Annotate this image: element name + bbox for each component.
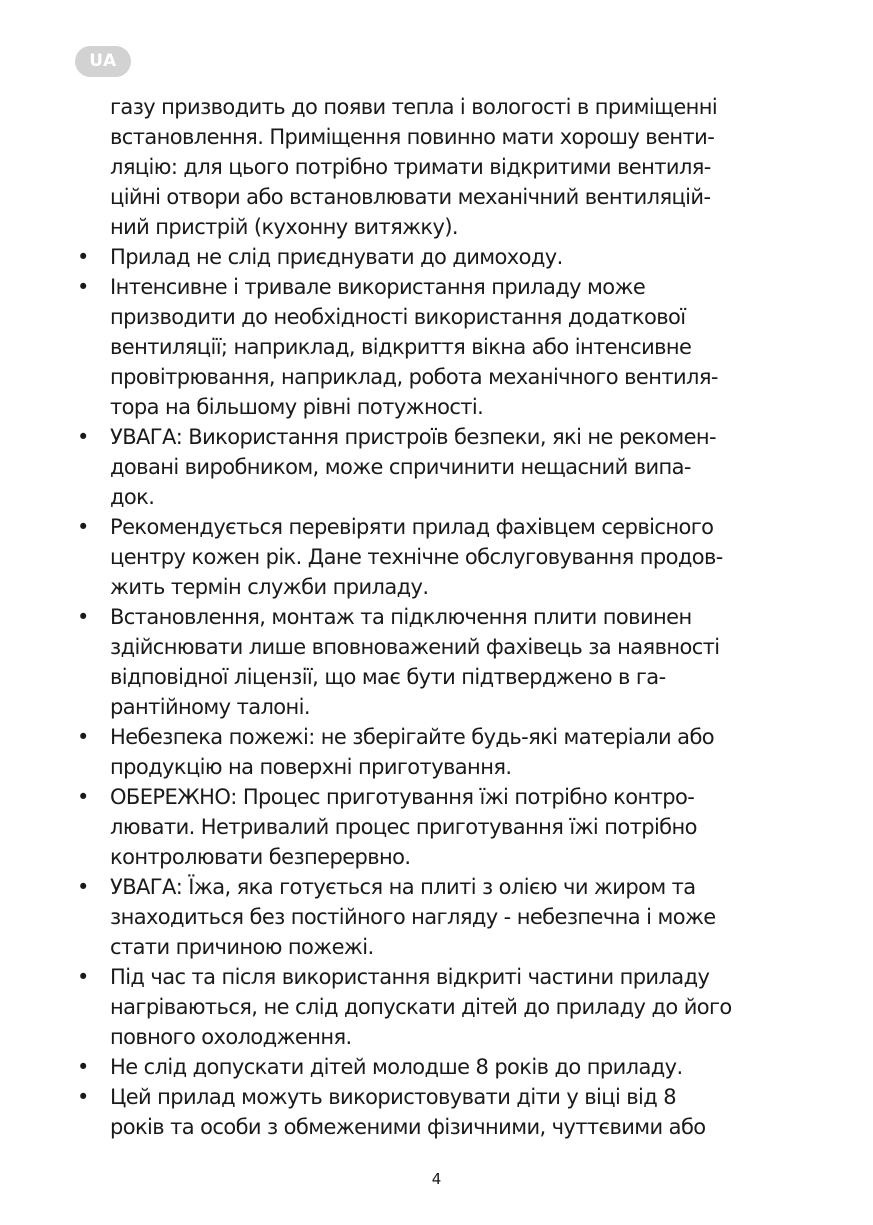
text-line: років та особи з обмеженими фізичними, чуттєвими або <box>110 1115 706 1139</box>
list-item <box>77 1052 800 1082</box>
bullet-list <box>77 242 800 1142</box>
text-line: ний пристрій (кухонну витяжку). <box>110 215 459 239</box>
text-line: Цей прилад можуть використовувати діти у віці від 8 <box>110 1085 677 1109</box>
text-line: Не слід допускати дітей молодше 8 років до приладу. <box>110 1055 683 1079</box>
bullet-icon: • <box>77 245 89 269</box>
text-line: вентиляції; наприклад, відкриття вікна або інтенсивне <box>110 335 692 359</box>
text-line: тора на більшому рівні потужності. <box>110 395 484 419</box>
intro-paragraph <box>110 92 800 242</box>
text-line: УВАГА: Їжа, яка готується на плиті з олією чи жиром та <box>110 875 696 899</box>
bullet-icon: • <box>77 605 89 629</box>
text-line: Інтенсивне і тривале використання приладу може <box>110 275 646 299</box>
text-line: газу призводить до появи тепла і вологості в приміщенні <box>110 95 718 119</box>
bullet-icon: • <box>77 275 89 299</box>
text-line: провітрювання, наприклад, робота механічного вентиля- <box>110 365 718 389</box>
bullet-icon: • <box>77 965 89 989</box>
list-item <box>77 872 800 962</box>
list-item <box>77 242 800 272</box>
text-line: відповідної ліцензії, що має бути підтверджено в га- <box>110 665 666 689</box>
text-line: рантійному талоні. <box>110 695 310 719</box>
text-line: Під час та після використання відкриті частини приладу <box>110 965 710 989</box>
bullet-icon: • <box>77 785 89 809</box>
bullet-icon: • <box>77 725 89 749</box>
list-item <box>77 272 800 422</box>
text-line: встановлення. Приміщення повинно мати хорошу венти- <box>110 125 715 149</box>
text-line: док. <box>110 485 155 509</box>
list-item <box>77 422 800 512</box>
list-item <box>77 602 800 722</box>
bullet-icon: • <box>77 875 89 899</box>
text-line: повного охолодження. <box>110 1025 352 1049</box>
text-line: ційні отвори або встановлювати механічний вентиляцій- <box>110 185 711 209</box>
text-line: здійснювати лише вповноважений фахівець за наявності <box>110 635 720 659</box>
text-line: центру кожен рік. Дане технічне обслуговування продов- <box>110 545 723 569</box>
text-line: довані виробником, може спричинити нещасний випа- <box>110 455 691 479</box>
text-line: продукцію на поверхні приготування. <box>110 755 512 779</box>
page-number: 4 <box>431 1170 442 1188</box>
list-item <box>77 722 800 782</box>
text-line: лювати. Нетривалий процес приготування їжі потрібно <box>110 815 697 839</box>
text-line: нагріваються, не слід допускати дітей до приладу до його <box>110 995 732 1019</box>
text-line: знаходиться без постійного нагляду - небезпечна і може <box>110 905 716 929</box>
text-line: Небезпека пожежі: не зберігайте будь-які матеріали або <box>110 725 715 749</box>
list-item <box>77 512 800 602</box>
text-line: УВАГА: Використання пристроїв безпеки, які не рекомен- <box>110 425 716 449</box>
list-item <box>77 1082 800 1142</box>
language-badge: UA <box>75 46 131 77</box>
list-item <box>77 782 800 872</box>
bullet-icon: • <box>77 515 89 539</box>
text-line: ляцію: для цього потрібно тримати відкритими вентиля- <box>110 155 711 179</box>
bullet-icon: • <box>77 425 89 449</box>
text-line: Прилад не слід приєднувати до димоходу. <box>110 245 563 269</box>
list-item <box>77 962 800 1052</box>
text-line: Встановлення, монтаж та підключення плити повинен <box>110 605 692 629</box>
text-line: ОБЕРЕЖНО: Процес приготування їжі потрібно контро- <box>110 785 695 809</box>
document-body <box>77 92 800 1142</box>
text-line: призводити до необхідності використання додаткової <box>110 305 686 329</box>
text-line: стати причиною пожежі. <box>110 935 374 959</box>
bullet-icon: • <box>77 1085 89 1109</box>
text-line: Рекомендується перевіряти прилад фахівцем сервісного <box>110 515 714 539</box>
text-line: жить термін служби приладу. <box>110 575 429 599</box>
bullet-icon: • <box>77 1055 89 1079</box>
text-line: контролювати безперервно. <box>110 845 411 869</box>
